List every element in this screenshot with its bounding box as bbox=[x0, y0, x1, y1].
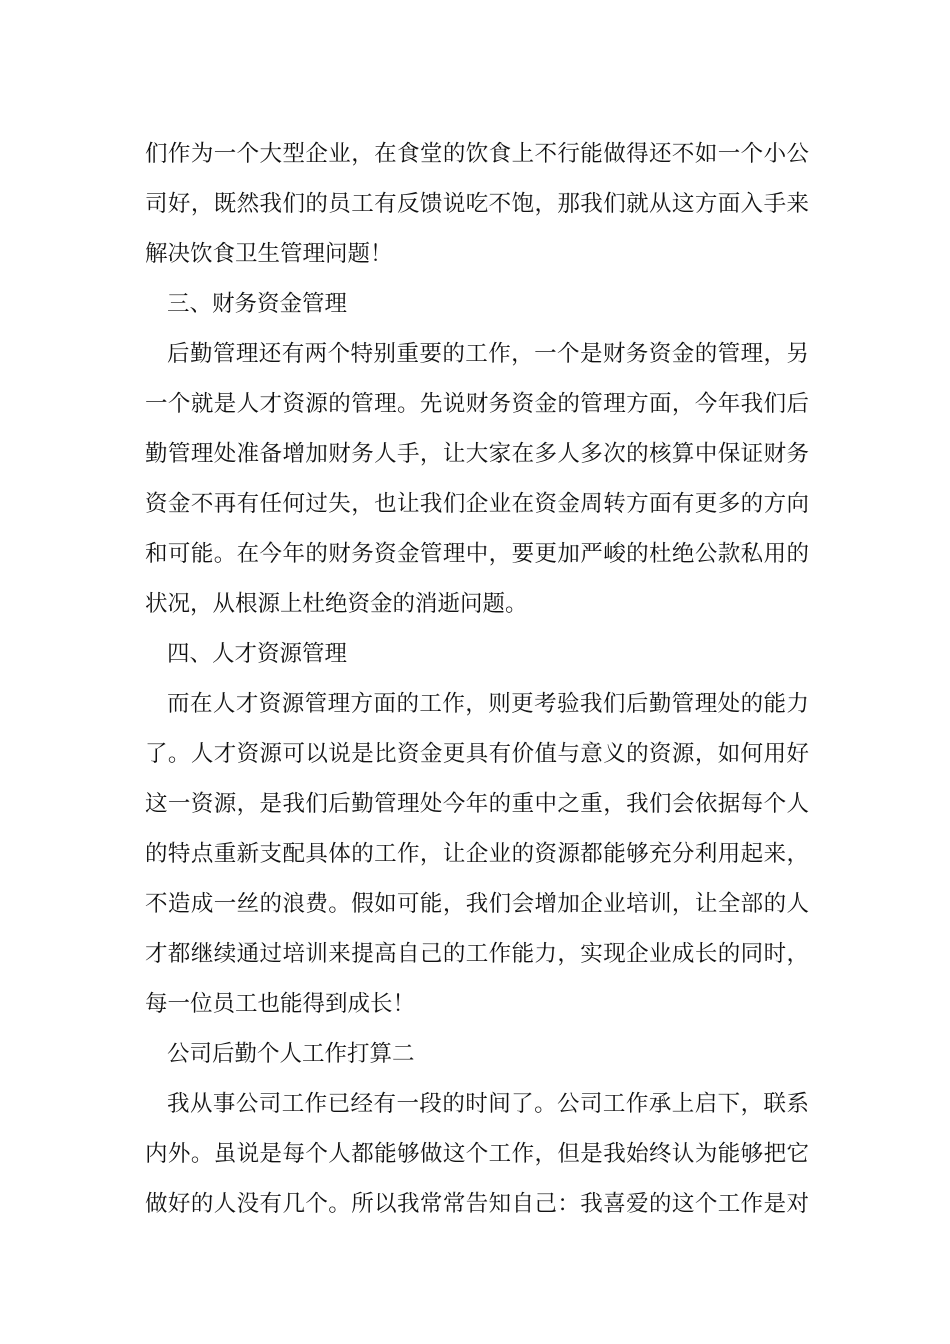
text-line-7: 勤管理处准备增加财务人手，让大家在多人多次的核算中保证财务 bbox=[145, 441, 809, 467]
text-line-1: 们作为一个大型企业，在食堂的饮食上不行能做得还不如一个小公 bbox=[145, 141, 809, 167]
text-line-2: 司好，既然我们的员工有反馈说吃不饱，那我们就从这方面入手来 bbox=[145, 191, 809, 217]
text-line-20: 我从事公司工作已经有一段的时间了。公司工作承上启下，联系 bbox=[167, 1091, 809, 1117]
section-heading-finance: 三、财务资金管理 bbox=[167, 291, 348, 317]
text-line-15: 的特点重新支配具体的工作，让企业的资源都能够充分利用起来， bbox=[145, 841, 809, 867]
text-line-5: 后勤管理还有两个特别重要的工作，一个是财务资金的管理，另 bbox=[167, 341, 809, 367]
text-line-3: 解决饮食卫生管理问题！ bbox=[145, 241, 393, 267]
text-line-22: 做好的人没有几个。所以我常常告知自己：我喜爱的这个工作是对 bbox=[145, 1191, 809, 1217]
text-line-10: 状况，从根源上杜绝资金的消逝问题。 bbox=[145, 591, 528, 617]
section-heading-talent: 四、人才资源管理 bbox=[167, 641, 348, 667]
text-line-21: 内外。虽说是每个人都能够做这个工作，但是我始终认为能够把它 bbox=[145, 1141, 809, 1167]
text-line-9: 和可能。在今年的财务资金管理中，要更加严峻的杜绝公款私用的 bbox=[145, 541, 809, 567]
text-line-17: 才都继续通过培训来提高自己的工作能力，实现企业成长的同时， bbox=[145, 941, 809, 967]
text-line-6: 一个就是人才资源的管理。先说财务资金的管理方面，今年我们后 bbox=[145, 391, 809, 417]
text-line-13: 了。人才资源可以说是比资金更具有价值与意义的资源，如何用好 bbox=[145, 741, 809, 767]
text-line-12: 而在人才资源管理方面的工作，则更考验我们后勤管理处的能力 bbox=[167, 691, 809, 717]
text-line-14: 这一资源，是我们后勤管理处今年的重中之重，我们会依据每个人 bbox=[145, 791, 809, 817]
text-line-18: 每一位员工也能得到成长！ bbox=[145, 991, 416, 1017]
text-line-16: 不造成一丝的浪费。假如可能，我们会增加企业培训，让全部的人 bbox=[145, 891, 809, 917]
document-page bbox=[145, 129, 809, 1229]
text-line-8: 资金不再有任何过失，也让我们企业在资金周转方面有更多的方向 bbox=[145, 491, 809, 517]
section-heading-plan-two: 公司后勤个人工作打算二 bbox=[167, 1041, 415, 1067]
